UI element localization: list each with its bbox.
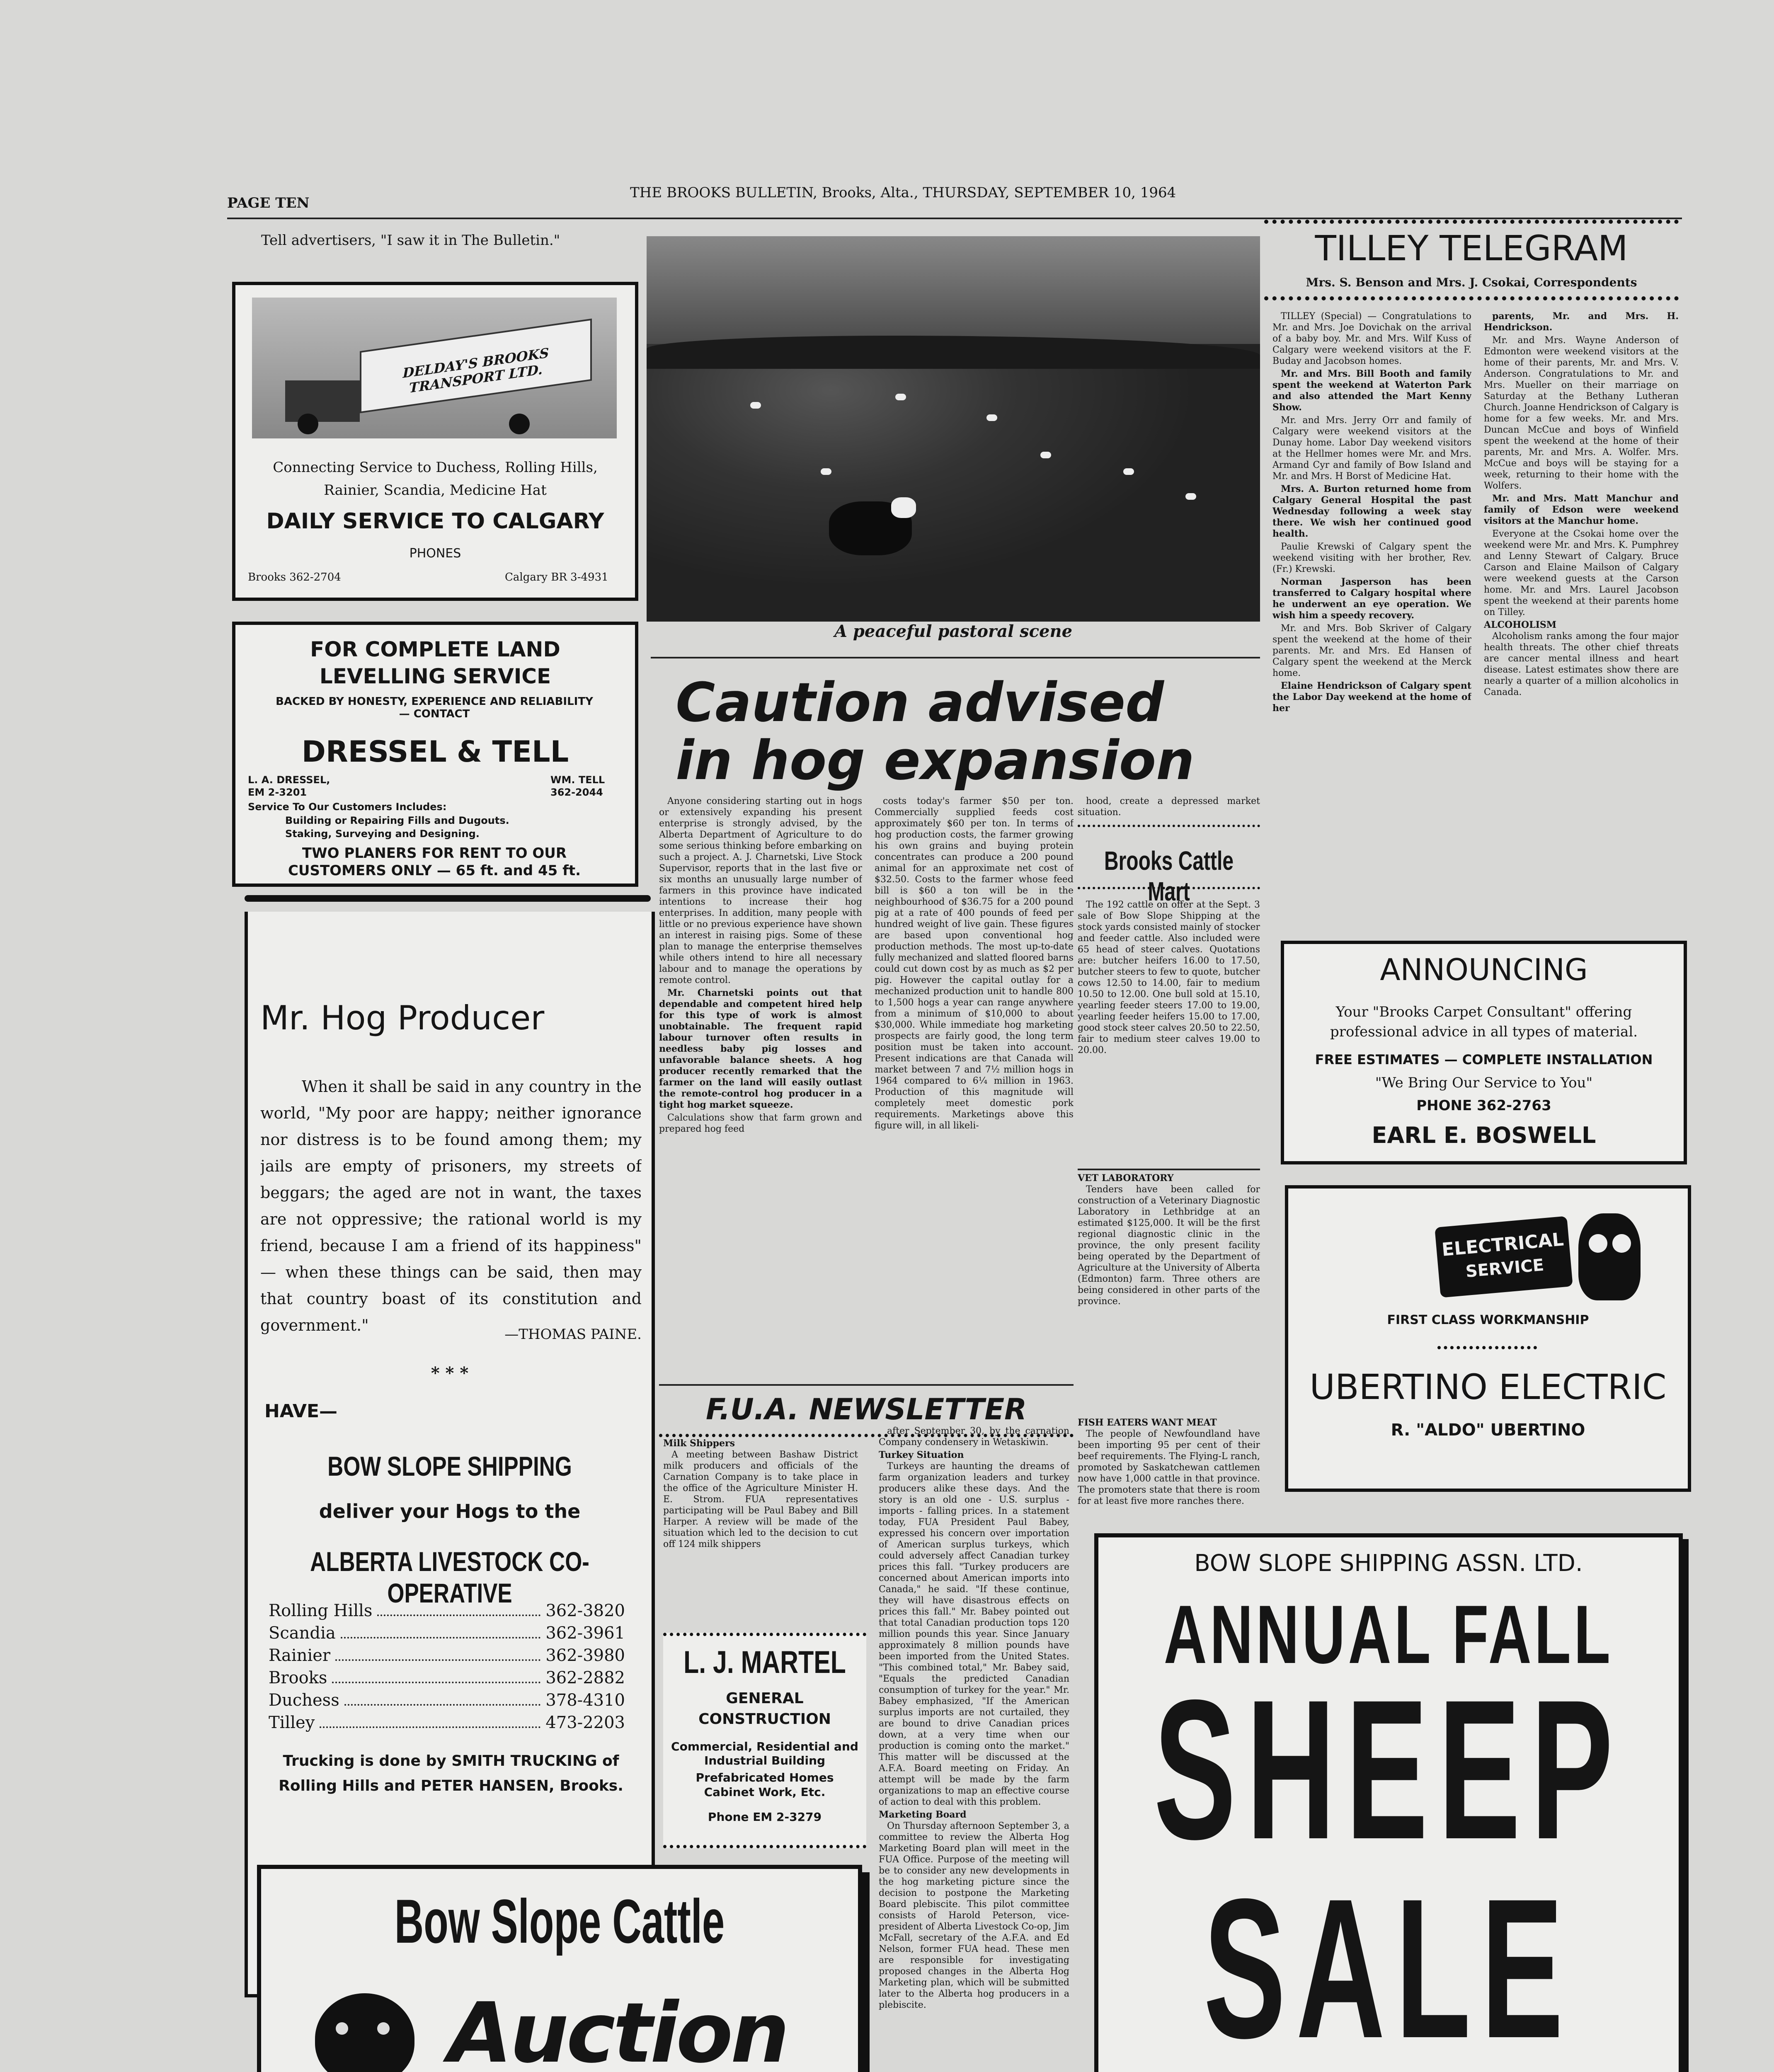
cattle-mart-text-block <box>1078 899 1260 1164</box>
electric-owner: R. "ALDO" UBERTINO <box>1391 1421 1585 1440</box>
hog-producer-ad <box>245 912 655 1997</box>
truck-wheel <box>298 414 318 434</box>
tilley-col1-bold1: Mr. and Mrs. Bill Booth and family spent the weekend at Waterton Park and also attended the Mart Kenny Show. <box>1272 368 1471 413</box>
badge-line1: ELECTRICAL <box>1441 1229 1565 1261</box>
martel-ad <box>663 1633 866 1848</box>
hog-ad-deliver: deliver your Hogs to the <box>319 1500 581 1523</box>
electric-divider <box>1437 1346 1537 1349</box>
electrical-service-badge <box>1435 1216 1573 1297</box>
mascot-icon <box>1578 1213 1641 1300</box>
cow <box>750 402 761 409</box>
tilley-byline: Mrs. S. Benson and Mrs. J. Csokai, Correspondents <box>1306 276 1637 289</box>
photo-caption: A peaceful pastoral scene <box>834 622 1073 641</box>
martel-line3: Cabinet Work, Etc. <box>704 1785 826 1799</box>
fua-title: F.U.A. NEWSLETTER <box>705 1392 1027 1426</box>
phone-row: Rainier 362-3980 <box>269 1644 625 1667</box>
tell-name: WM. TELL <box>550 774 605 786</box>
sheep-sale-ad <box>1094 1533 1683 2072</box>
tilley-col2 <box>1484 311 1679 883</box>
alcoholism-text: Alcoholism ranks among the four major health threats. The other chief threats are cancer mental illness and heart disease. Latest estimates show there are nearly a quarter of a million alcoholics in Canada. <box>1484 631 1679 697</box>
paper-dateline: THE BROOKS BULLETIN, Brooks, Alta., THURSDAY, SEPTEMBER 10, 1964 <box>630 184 1176 201</box>
truck-cab <box>285 380 360 422</box>
cow <box>1123 468 1134 475</box>
sheep-word: SHEEP <box>1154 1670 1624 1869</box>
fish-eaters-text: The people of Newfoundland have been importing 95 per cent of their beef requirements. The Flying-L ranch, promoted by Saskatchewan cattlemen now have 1,000 cattle in that province. The promoters state that there is room for at least five more ranches there. <box>1078 1429 1260 1506</box>
badge-line2: SERVICE <box>1465 1255 1545 1282</box>
tilley-col1-text: TILLEY (Special) — Congratulations to Mr. and Mrs. Joe Dovichak on the arrival of a baby boy. Mr. and Mrs. Wilf Kuss of Calgary were weekend visitors at the F. Buday and Jacobson homes. <box>1272 311 1471 366</box>
mascot-eye-right <box>1612 1234 1631 1253</box>
fua-col2-top: after September 30, by the carnation Company condensery in Wetaskiwin. <box>879 1426 1069 1447</box>
fish-eaters-title: FISH EATERS WANT MEAT <box>1078 1417 1217 1428</box>
hog-ad-top-wave <box>245 895 651 912</box>
announcing-name: EARL E. BOSWELL <box>1372 1122 1596 1148</box>
tilley-col1-bold3: Norman Jasperson has been transferred to Calgary hospital where he underwent an eye operation. We wish him a speedy recovery. <box>1272 576 1471 621</box>
levelling-backed: BACKED BY HONESTY, EXPERIENCE AND RELIABILITY — CONTACT <box>276 695 593 720</box>
transport-phones-label: PHONES <box>409 546 461 561</box>
dressel-phone: EM 2-3201 <box>248 787 307 798</box>
page-label: PAGE TEN <box>227 195 310 211</box>
announcing-estimates: FREE ESTIMATES — COMPLETE INSTALLATION <box>1315 1052 1653 1067</box>
phone-row: Tilley 473-2203 <box>269 1711 625 1734</box>
turkey-head: Turkey Situation <box>879 1450 964 1460</box>
fua-col1 <box>663 1438 858 1629</box>
hog-article-col2 <box>875 796 1074 1492</box>
hog-article-headline1: Caution advised <box>676 671 1164 733</box>
hog-ad-stars: * * * <box>431 1363 469 1383</box>
service-intro: Service To Our Customers Includes: <box>248 801 447 813</box>
tilley-byline-rule <box>1264 296 1679 300</box>
tilley-col2-text: Mr. and Mrs. Wayne Anderson of Edmonton were weekend visitors at the home of their parents, Mr. and Mrs. V. Anderson. Congratulations to Mr. and Mrs. Mueller on their marriage on Saturday at the Bethany Lutheran Church. Joanne Hendrickson of Calgary is home for a few weeks. Mr. and Mrs. Duncan McCue and boys of Winfield spent the weekend at the home of their parents, Mr. and Mrs. A. Wolfer. Mrs. McCue and boys will be staying for a week, returning to their home with the Wolfers. <box>1484 335 1679 491</box>
transport-line1: Connecting Service to Duchess, Rolling Hills, <box>273 459 598 476</box>
trailer-wheel <box>509 414 530 434</box>
alcoholism-head: ALCOHOLISM <box>1484 620 1557 630</box>
truck-lettering: DELDAY'S BROOKS TRANSPORT LTD. <box>402 345 549 396</box>
phone-row: Rolling Hills 362-3820 <box>269 1600 625 1622</box>
cow <box>1185 493 1196 500</box>
levelling-title1: FOR COMPLETE LAND <box>310 637 560 661</box>
phone-row: Scandia 362-3961 <box>269 1622 625 1644</box>
tilley-col2-bold1: parents, Mr. and Mrs. H. Hendrickson. <box>1484 311 1679 333</box>
announcing-phone: PHONE 362-2763 <box>1416 1097 1551 1114</box>
martel-line2: Prefabricated Homes <box>696 1771 834 1784</box>
levelling-ad <box>232 622 638 887</box>
hog-col3-text: hood, create a depressed market situation. <box>1078 796 1260 818</box>
trailer-box <box>360 319 592 414</box>
bull-eye-right <box>377 2022 390 2035</box>
dressel-name: L. A. DRESSEL, <box>248 774 330 786</box>
hog-ad-shipping: BOW SLOPE SHIPPING <box>327 1451 572 1481</box>
tilley-col2-end: Everyone at the Csokai home over the weekend were Mr. and Mrs. K. Pumphrey and Lenny Stewart of Calgary. Bruce Carson and Elaine Mailson of Calgary were weekend guests at the Carson home. Mr. and Mrs. Laurel Jacobson spent the weekend at their parents home on Tilley. <box>1484 529 1679 617</box>
levelling-title2: LEVELLING SERVICE <box>319 664 551 688</box>
service-bullet-2: Staking, Surveying and Designing. <box>285 828 480 840</box>
cattle-ad-title: Bow Slope Cattle <box>394 1886 725 1956</box>
martel-general: GENERAL <box>726 1690 804 1707</box>
hog-ad-phone-list <box>269 1600 625 1734</box>
cattle-mart-text: The 192 cattle on offer at the Sept. 3 sale of Bow Slope Shipping at the stock yards consisted mainly of stocker and feeder cattle. Also included were 65 head of steer calves. Quotations are: butcher heifers 16.00 to 17.50, butcher steers to few to quote, butcher cows 12.50 to 14.00, fair to medium 10.50 to 12.00. One bull sold at 15.10, yearling feeder steers 17.00 to 19.00, yearling feeder heifers 15.00 to 17.00, good stock steer calves 20.50 to 22.50, fair to medium steer calves 19.00 to 20.00. <box>1078 900 1260 1055</box>
vet-lab-title: VET LABORATORY <box>1078 1173 1174 1184</box>
hog-article-col3 <box>1078 796 1260 821</box>
vet-lab-block <box>1078 1173 1260 1368</box>
cow <box>1040 452 1051 458</box>
cattle-auction-ad <box>257 1865 862 2072</box>
martel-phone: Phone EM 2-3279 <box>708 1810 822 1824</box>
turkey-text: Turkeys are haunting the dreams of farm organization leaders and turkey producers alike these days. And the story is an old one - U.S. surplus - imports - falling prices. In a statement today, FUA President Paul Babey, expressed his concern over importation of American surplus turkeys, which could adversely affect Canadian turkey prices this fall. "Turkey producers are concerned about American imports into Canada," he said. "If these continue, they will have disastrous effects on prices this fall." Mr. Babey pointed out that total Canadian production tops 120 million pounds this year. Since January approximately 8 million pounds have been imported from the United States. "This combined total," Mr. Babey said, "Equals the predicted Canadian consumption of turkey for the year." Mr. Babey emphasized, "If the American surplus imports are not curtailed, they are bound to drive Canadian prices down, at a very time when our production is coming onto the market." This matter will be discussed at the A.F.A. Board meeting on Friday. An attempt will be made by the farm organizations to map an effective course of action to deal with this problem. <box>879 1461 1069 1807</box>
bull-head-icon <box>315 1993 414 2072</box>
planers-offer: TWO PLANERS FOR RENT TO OUR CUSTOMERS ONLY — 65 ft. and 45 ft. <box>288 845 581 879</box>
cow <box>986 414 997 421</box>
announcing-title: ANNOUNCING <box>1380 952 1588 987</box>
announcing-ad <box>1281 941 1687 1164</box>
levelling-name: DRESSEL & TELL <box>301 735 569 769</box>
foreground-cow-face <box>891 497 916 518</box>
hog-col1-end: Calculations show that farm grown and prepared hog feed <box>659 1113 862 1134</box>
fua-col2 <box>879 1426 1069 2072</box>
bull-eye-left <box>336 2022 348 2035</box>
hog-ad-title: Mr. Hog Producer <box>260 999 545 1037</box>
tilley-col1 <box>1272 311 1471 883</box>
paine-attribution: —THOMAS PAINE. <box>504 1326 642 1343</box>
tilley-top-rule <box>1264 220 1679 224</box>
phone-row: Brooks 362-2882 <box>269 1667 625 1689</box>
milk-shippers-head: Milk Shippers <box>663 1438 735 1449</box>
hog-ad-coop: ALBERTA LIVESTOCK CO-OPERATIVE <box>310 1546 589 1608</box>
hog-col1-bold: Mr. Charnetski points out that dependable and competent hired help for this type of work is almost unobtainable. The frequent rapid labour turnover often results in needless baby pig losses and unfavorable balance sheets. A hog producer recently remarked that the farmer on the land will easily outlast the remote-control hog producer in a tight hog market squeeze. <box>659 988 862 1110</box>
tilley-col1-end: Mr. and Mrs. Bob Skriver of Calgary spent the weekend at the home of their parents. Mr. and Mrs. Ed Hansen of Calgary spent the weekend at the Merck home. <box>1272 623 1471 678</box>
milk-shippers-text: A meeting between Bashaw District milk producers and officials of the Carnation Company is to take place in the office of the Agriculture Minister H. E. Strom. FUA representatives participating will be Paul Babey and Bill Harper. A review will be made of the situation which led to the decision to cut off 124 milk shippers <box>663 1450 858 1549</box>
announcing-line1: Your "Brooks Carpet Consultant" offering professional advice in all types of material. <box>1330 1004 1638 1040</box>
bulletin-tagline: Tell advertisers, "I saw it in The Bulletin." <box>261 232 560 249</box>
vet-rule <box>1078 1169 1260 1170</box>
electric-ad <box>1285 1185 1691 1492</box>
mart-top-rule <box>1078 825 1260 827</box>
tilley-col1-mid: Mr. and Mrs. Jerry Orr and family of Calgary were weekend visitors at the Dunay home. Labor Day weekend visitors at the Hellmer homes were Mr. and Mrs. Armand Cyr and family of Bow Island and Mr. and Mrs. H Borst of Medicine Hat. <box>1272 415 1471 482</box>
sheep-assn: BOW SLOPE SHIPPING ASSN. LTD. <box>1194 1550 1583 1577</box>
transport-phone-brooks: Brooks 362-2704 <box>248 571 341 583</box>
martel-name: L. J. MARTEL <box>683 1645 846 1680</box>
masthead-rule <box>227 218 1682 219</box>
tilley-col1-mid2: Paulie Krewski of Calgary spent the weekend visiting with her brother, Rev. (Fr.) Krewski. <box>1272 542 1471 574</box>
martel-line1: Commercial, Residential and Industrial Building <box>671 1740 858 1767</box>
tilley-col2-bold2: Mr. and Mrs. Matt Manchur and family of Edson were weekend visitors at the Manchur home. <box>1484 493 1679 526</box>
photo-sky <box>647 236 1260 344</box>
paine-quote: When it shall be said in any country in the world, "My poor are happy; neither ignorance nor distress is to be found among them; my jails are empty of prisoners, my streets of beggars; the aged are not in want, the taxes are not oppressive; the rational world is my friend, because I am a friend of its happiness" — when these things can be said, then may that country boast of its constitution and government." <box>260 1077 642 1334</box>
pastoral-photo <box>647 236 1260 622</box>
electric-workmanship: FIRST CLASS WORKMANSHIP <box>1387 1313 1589 1327</box>
transport-line2: Rainier, Scandia, Medicine Hat <box>324 482 547 499</box>
hog-col2-text: costs today's farmer $50 per ton. Commercially supplied feeds cost approximately $60 per ton. In terms of hog production costs, the farmer growing his own grains and buying protein concentrates can produce a 200 pound animal for an approximate net cost of $32.50. Costs to the farmer whose feed bill is $60 a ton will be in the neighbourhood of $36.75 for a 200 pound pig at a rate of 400 pounds of feed per hundred weight of live gain. These figures are based upon conventional hog production methods. The most up-to-date fully mechanized and slatted floored barns could cut down cost by as much as $2 per pig. However the capital outlay for a mechanized production unit to handle 800 to 1,500 hogs a year can range anywhere from a minimum of $10,000 to about $30,000. While immediate hog marketing prospects are fairly good, the long term position must be taken into account. Present indications are that Canada will market between 7 and 7½ million hogs in 1964 compared to 6¼ million in 1963. Production of this magnitude will completely meet domestic pork requirements. Marketings above this figure will, in all likeli- <box>875 796 1074 1131</box>
cow <box>895 394 906 400</box>
cattle-mart-title: Brooks Cattle Mart <box>1104 846 1234 906</box>
hog-col1-text: Anyone considering starting out in hogs or extensively expanding his present enterprise is strongly advised, by the Alberta Department of Agriculture to do some serious thinking before embarking on such a project. A. J. Charnetski, Live Stock Supervisor, reports that in the last five or six months an unusually large number of farmers in this province have indicated intentions to increase their hog enterprises. In addition, many people with little or no previous experience have shown an interest in raising pigs. Some of these plan to manage the enterprise themselves while others intend to hire all necessary labour and to manage the operations by remote control. <box>659 796 862 985</box>
martel-construction: CONSTRUCTION <box>698 1711 831 1728</box>
tilley-col1-bold2: Mrs. A. Burton returned home from Calgary General Hospital the past Wednesday following a week stay there. We wish her continued good health. <box>1272 484 1471 539</box>
sale-word: SALE <box>1203 1869 1574 2068</box>
vet-lab-text: Tenders have been called for construction of a Veterinary Diagnostic Laboratory in Lethbridge at an estimated $125,000. It will be the first regional diagnostic clinic in the province, the only present facility being operated by the Department of Agriculture at the University of Alberta (Edmonton) farm. Three others are being considered in other parts of the province. <box>1078 1184 1260 1307</box>
mascot-eye-left <box>1589 1234 1607 1253</box>
tell-phone: 362-2044 <box>550 787 603 798</box>
transport-ad <box>232 282 638 601</box>
caption-rule <box>651 657 1260 658</box>
hog-ad-trucking: Trucking is done by SMITH TRUCKING of Rolling Hills and PETER HANSEN, Brooks. <box>279 1752 623 1794</box>
transport-headline: DAILY SERVICE TO CALGARY <box>266 509 604 534</box>
sheep-annual: ANNUAL FALL <box>1163 1588 1614 1681</box>
auction-script: Auction <box>448 1985 787 2072</box>
service-bullet-1: Building or Repairing Fills and Dugouts. <box>285 815 509 826</box>
transport-phone-calgary: Calgary BR 3-4931 <box>505 571 608 583</box>
mart-bottom-rule <box>1078 887 1260 889</box>
electric-name: UBERTINO ELECTRIC <box>1309 1367 1667 1407</box>
marketing-head: Marketing Board <box>879 1809 967 1820</box>
fua-top-rule <box>659 1384 1074 1386</box>
marketing-text: On Thursday afternoon September 3, a committee to review the Alberta Hog Marketing Board plan will meet in the FUA Office. Purpose of the meeting will be to consider any new developments in the hog marketing picture since the decision to postpone the Marketing Board plebiscite. This pilot committee consists of Harold Peterson, vice-president of Alberta Livestock Co-op, Jim McFall, secretary of the A.F.A. and Ed Nelson, former FUA head. These men are responsible for investigating proposed changes in the Alberta Hog Marketing plan, which will be submitted later to the Alberta hog producers in a plebiscite. <box>879 1821 1069 2010</box>
phone-row: Duchess 378-4310 <box>269 1689 625 1711</box>
tilley-title: TILLEY TELEGRAM <box>1315 228 1628 269</box>
tilley-col1-bold4: Elaine Hendrickson of Calgary spent the Labor Day weekend at the home of her <box>1272 680 1471 714</box>
hog-ad-have: HAVE— <box>264 1401 337 1422</box>
hog-article-headline2: in hog expansion <box>676 729 1195 792</box>
truck-illustration <box>252 298 617 438</box>
announcing-slogan: "We Bring Our Service to You" <box>1375 1075 1593 1091</box>
hog-article-col1 <box>659 796 862 1492</box>
cow <box>821 468 831 475</box>
